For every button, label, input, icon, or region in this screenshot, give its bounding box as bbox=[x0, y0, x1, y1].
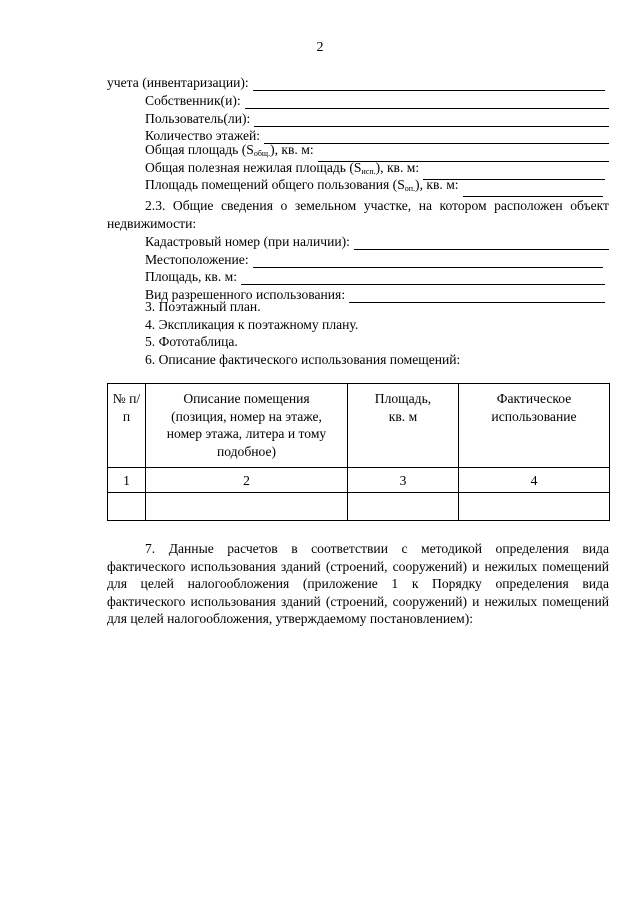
field-label: Собственник(и): bbox=[145, 93, 241, 108]
field-cadastral-number bbox=[145, 233, 609, 250]
field-inventory-record bbox=[107, 74, 605, 91]
section-2-3-heading: 2.3. Общие сведения о земельном участке, на котором расположен объект недвижимости: bbox=[107, 198, 609, 231]
field-label: Пользователь(ли): bbox=[145, 111, 251, 126]
field-label: Кадастровый номер (при наличии): bbox=[145, 234, 350, 249]
table-row bbox=[108, 468, 610, 493]
field-label: Площадь, кв. м: bbox=[145, 269, 238, 284]
field-user bbox=[145, 110, 609, 127]
section-7-paragraph: 7. Данные расчетов в соответствии с методикой определения вида фактического использования зданий (строений, сооружений) и нежилых помещений для целей налогообложения (приложение 1 к Порядку определения вида фактического использования зданий (строений, сооружений) и нежилых помещений для целей налогообложения, утверждаемому постановлением): bbox=[107, 541, 609, 627]
table-cell[interactable] bbox=[348, 493, 459, 521]
explication-table bbox=[107, 383, 610, 521]
table-cell: 1 bbox=[108, 468, 146, 493]
field-label: Местоположение: bbox=[145, 252, 249, 267]
blank-line[interactable] bbox=[253, 78, 605, 91]
field-common-area bbox=[145, 177, 603, 197]
field-label: Общая площадь $(S_{общ.})$, кв. м: bbox=[145, 142, 314, 158]
table-header-cell: Описание помещения (позиция, номер на этаже, номер этажа, литера и тому подобное) bbox=[146, 384, 348, 468]
blank-line[interactable] bbox=[463, 184, 603, 197]
page-number: 2 bbox=[316, 40, 324, 55]
blank-line[interactable] bbox=[354, 237, 609, 250]
field-label: Общая полезная нежилая площадь $(S_{исп.})$, кв. м: bbox=[145, 160, 420, 176]
table-header-cell: № п/п bbox=[108, 384, 146, 468]
field-owner bbox=[145, 92, 609, 109]
table-cell[interactable] bbox=[459, 493, 610, 521]
blank-line[interactable] bbox=[254, 114, 609, 127]
table-cell[interactable] bbox=[146, 493, 348, 521]
table-cell: 4 bbox=[459, 468, 610, 493]
table-cell: 3 bbox=[348, 468, 459, 493]
table-header-row bbox=[108, 384, 610, 468]
item-floor-plan: 3. Поэтажный план. bbox=[145, 299, 261, 314]
blank-line[interactable] bbox=[245, 96, 609, 109]
blank-line[interactable] bbox=[241, 272, 605, 285]
blank-line[interactable] bbox=[253, 255, 603, 268]
item-explication: 4. Экспликация к поэтажному плану. bbox=[145, 317, 359, 332]
table-header-cell: Фактическое использование bbox=[459, 384, 610, 468]
field-label: Количество этажей: bbox=[145, 128, 261, 143]
field-label: учета (инвентаризации): bbox=[107, 75, 249, 90]
field-label: Площадь помещений общего пользования $(S_{оп.})$, кв. м: bbox=[145, 177, 459, 193]
field-location bbox=[145, 251, 603, 268]
blank-line[interactable] bbox=[349, 290, 605, 303]
blank-line[interactable] bbox=[264, 131, 609, 144]
table-cell[interactable] bbox=[108, 493, 146, 521]
item-usage-description: 6. Описание фактического использования помещений: bbox=[145, 352, 461, 367]
field-land-area bbox=[145, 268, 605, 285]
field-label: Вид разрешенного использования: bbox=[145, 287, 346, 302]
table-cell: 2 bbox=[146, 468, 348, 493]
table-header-cell: Площадь, кв. м bbox=[348, 384, 459, 468]
table-row bbox=[108, 493, 610, 521]
item-photo-table: 5. Фототаблица. bbox=[145, 334, 238, 349]
